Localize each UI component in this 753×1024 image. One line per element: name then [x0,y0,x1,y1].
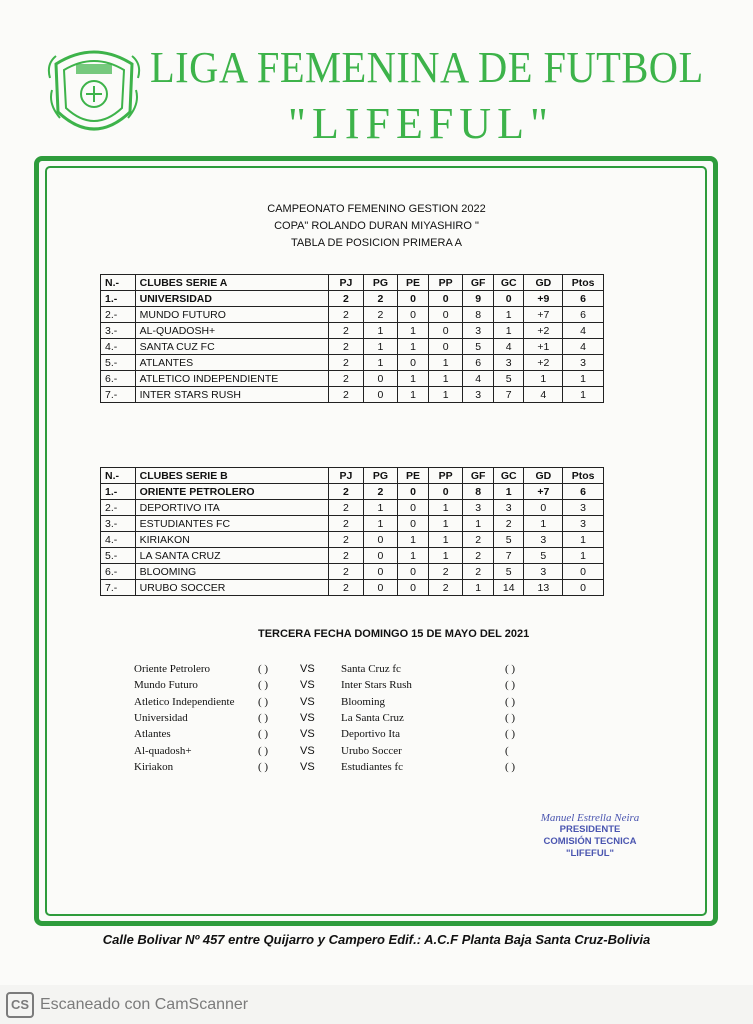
fixture-home-score: ( ) [258,760,269,773]
fixture-away-team: Estudiantes fc [341,760,404,773]
fixture-away-score: ( ) [505,728,516,741]
table-cell: 2 [493,516,524,532]
table-cell: 0 [563,564,604,580]
table-cell: UNIVERSIDAD [135,291,328,307]
footer-address: Calle Bolivar Nº 457 entre Quijarro y Campero Edif.: A.C.F Planta Baja Santa Cruz-Bolivia [102,932,651,947]
column-header: Ptos [563,468,604,484]
table-cell: 2 [329,307,364,323]
column-header: PG [363,275,398,291]
table-cell: 4.- [101,339,136,355]
fixture-home-score: ( ) [258,663,269,675]
column-header: PE [398,468,429,484]
league-acronym: "LIFEFUL" [288,99,554,148]
stamp-org: "LIFEFUL" [565,848,615,859]
table-cell: INTER STARS RUSH [135,387,328,403]
column-header: GC [493,468,524,484]
table-row [101,500,604,516]
table-cell: 5.- [101,548,136,564]
table-cell: 3 [563,516,604,532]
table-cell: 4 [493,339,524,355]
fixture-vs: VS [300,711,315,724]
table-cell: 2 [329,387,364,403]
stamp-signature-name: Manuel Estrella Neira [540,812,640,824]
fixture-home-score: ( ) [258,711,269,724]
table-row [101,355,604,371]
table-row [101,371,604,387]
table-cell: 0 [428,291,463,307]
column-header: N.- [101,275,136,291]
fixture-vs: VS [300,695,315,708]
standings-table-serie-b [100,467,604,596]
table-cell: BLOOMING [135,564,328,580]
table-cell: 1 [463,580,494,596]
table-cell: 1 [398,371,429,387]
fixture-home-team: Mundo Futuro [134,679,198,692]
table-cell: 1 [398,387,429,403]
table-cell: +2 [524,355,563,371]
fixture-home-score: ( ) [258,695,269,708]
table-cell: 8 [463,307,494,323]
table-header-row [101,468,604,484]
column-header: CLUBES SERIE B [135,468,328,484]
table-cell: LA SANTA CRUZ [135,548,328,564]
table-cell: 2 [329,548,364,564]
table-cell: 4 [563,339,604,355]
fixture-vs: VS [300,760,315,773]
table-cell: 3 [563,500,604,516]
table-cell: 3 [563,355,604,371]
column-header: PP [428,275,463,291]
table-cell: 0 [398,516,429,532]
table-cell: MUNDO FUTURO [135,307,328,323]
table-cell: 1 [493,484,524,500]
fixture-home-team: Atletico Independiente [134,695,235,708]
table-cell: 6 [563,291,604,307]
column-header: CLUBES SERIE A [135,275,328,291]
column-header: PE [398,275,429,291]
championship-line: CAMPEONATO FEMENINO GESTION 2022 [267,203,486,215]
stamp-role: PRESIDENTE [559,824,621,835]
table-cell: URUBO SOCCER [135,580,328,596]
table-cell: 1 [428,500,463,516]
table-cell: 2 [428,564,463,580]
fixture-away-score: ( ) [505,679,516,692]
column-header: PJ [329,468,364,484]
column-header: PJ [329,275,364,291]
table-cell: 7 [493,548,524,564]
column-header: GD [524,275,563,291]
table-cell: 6 [563,484,604,500]
table-row [101,516,604,532]
fixture-vs: VS [300,663,315,675]
table-cell: +2 [524,323,563,339]
table-cell: 1 [563,532,604,548]
table-cell: 2 [329,355,364,371]
table-cell: 3.- [101,516,136,532]
table-row [101,532,604,548]
table-cell: 0 [398,355,429,371]
table-cell: ATLANTES [135,355,328,371]
table-cell: +1 [524,339,563,355]
table-cell: 6 [463,355,494,371]
fixture-away-team: Inter Stars Rush [341,679,412,692]
table-cell: 1 [398,532,429,548]
table-cell: 0 [428,323,463,339]
table-row [101,548,604,564]
table-cell: 1.- [101,484,136,500]
table-cell: 0 [363,548,398,564]
table-cell: KIRIAKON [135,532,328,548]
table-cell: 0 [398,291,429,307]
table-cell: 0 [493,291,524,307]
table-cell: 5.- [101,355,136,371]
table-cell: 1 [563,387,604,403]
fixture-home-team: Kiriakon [134,760,174,773]
fixture-home-score: ( ) [258,744,269,757]
table-cell: 2 [363,484,398,500]
table-row [101,323,604,339]
president-stamp [520,812,660,860]
stamp-office: COMISIÓN TECNICA [543,836,637,847]
table-cell: 2 [463,532,494,548]
table-cell: 2 [329,580,364,596]
table-cell: 3 [524,564,563,580]
table-cell: 7 [493,387,524,403]
table-cell: ESTUDIANTES FC [135,516,328,532]
table-cell: 3 [524,532,563,548]
table-header-row [101,275,604,291]
table-cell: 1 [493,307,524,323]
table-cell: 2 [329,564,364,580]
table-cell: 1 [524,516,563,532]
table-cell: 2 [329,500,364,516]
table-cell: 1 [524,371,563,387]
table-cell: 0 [398,564,429,580]
table-row [101,580,604,596]
table-cell: 5 [463,339,494,355]
table-cell: 2 [329,339,364,355]
table-cell: 1 [363,355,398,371]
table-cell: 3 [463,387,494,403]
column-header: Ptos [563,275,604,291]
table-cell: 2 [428,580,463,596]
table-cell: 2.- [101,307,136,323]
table-cell: 1 [493,323,524,339]
table-cell: 2 [329,532,364,548]
column-header: GF [463,275,494,291]
table-cell: 2 [463,564,494,580]
table-cell: 4.- [101,532,136,548]
table-cell: 0 [398,307,429,323]
fixture-home-score: ( ) [258,679,269,692]
table-cell: AL-QUADOSH+ [135,323,328,339]
fixture-home-team: Oriente Petrolero [134,663,211,675]
table-cell: +9 [524,291,563,307]
table-cell: 1 [363,500,398,516]
column-header: GF [463,468,494,484]
column-header: PP [428,468,463,484]
table-cell: 1 [463,516,494,532]
table-cell: 14 [493,580,524,596]
table-cell: 0 [363,532,398,548]
fixture-away-score: ( ) [505,695,516,708]
table-cell: 0 [428,307,463,323]
table-cell: 1 [428,516,463,532]
table-cell: +7 [524,484,563,500]
cup-line: COPA" ROLANDO DURAN MIYASHIRO " [274,220,479,232]
table-cell: 2 [329,323,364,339]
table-cell: 0 [398,500,429,516]
column-header: GC [493,275,524,291]
table-cell: SANTA CUZ FC [135,339,328,355]
column-header: PG [363,468,398,484]
table-cell: 1 [428,371,463,387]
table-row [101,387,604,403]
table-cell: 5 [524,548,563,564]
table-cell: 3 [463,323,494,339]
table-cell: 5 [493,371,524,387]
table-cell: 7.- [101,387,136,403]
fixture-home-team: Al-quadosh+ [134,744,192,757]
table-cell: DEPORTIVO ITA [135,500,328,516]
table-cell: 0 [363,371,398,387]
table-cell: 6 [563,307,604,323]
fixture-away-team: Urubo Soccer [341,744,402,757]
table-cell: 3 [493,500,524,516]
table-cell: 1 [398,548,429,564]
table-cell: 0 [363,580,398,596]
table-title-line: TABLA DE POSICION PRIMERA A [291,237,462,249]
table-cell: 2 [329,484,364,500]
table-cell: 0 [524,500,563,516]
table-row [101,307,604,323]
fixture-home-score: ( ) [258,728,269,741]
table-cell: 1 [398,339,429,355]
fixture-away-score: ( [505,744,509,757]
fixture-vs: VS [300,744,315,757]
fixture-away-team: Santa Cruz fc [341,663,401,675]
table-cell: 13 [524,580,563,596]
table-cell: 0 [563,580,604,596]
table-cell: 3.- [101,323,136,339]
table-cell: 2 [329,291,364,307]
table-cell: 0 [363,387,398,403]
table-cell: 0 [428,339,463,355]
table-cell: 1 [363,516,398,532]
table-cell: 2 [463,548,494,564]
table-cell: 6.- [101,371,136,387]
table-cell: 1 [363,323,398,339]
table-cell: 0 [398,484,429,500]
table-cell: 1 [428,355,463,371]
fixture-home-team: Atlantes [134,728,171,741]
table-cell: 1 [428,548,463,564]
camscanner-watermark [6,992,248,1018]
fixture-title: TERCERA FECHA DOMINGO 15 DE MAYO DEL 2021 [258,628,530,640]
table-cell: 1.- [101,291,136,307]
table-cell: 5 [493,532,524,548]
table-cell: 4 [463,371,494,387]
fixture-away-team: Blooming [341,695,386,708]
table-cell: 1 [428,387,463,403]
table-cell: 6.- [101,564,136,580]
table-cell: 2 [329,371,364,387]
table-cell: 2 [363,291,398,307]
column-header: GD [524,468,563,484]
table-cell: 2.- [101,500,136,516]
fixture-away-team: Deportivo Ita [341,728,400,741]
table-cell: 2 [363,307,398,323]
table-cell: +7 [524,307,563,323]
table-cell: 0 [363,564,398,580]
table-cell: 5 [493,564,524,580]
league-logo [46,34,142,150]
table-cell: 3 [463,500,494,516]
table-cell: 1 [363,339,398,355]
camscanner-text: Escaneado con CamScanner [40,996,249,1014]
table-cell: 8 [463,484,494,500]
fixture-vs: VS [300,728,315,741]
table-cell: 4 [563,323,604,339]
fixture-away-team: La Santa Cruz [341,711,404,724]
table-cell: 1 [398,323,429,339]
table-cell: 0 [428,484,463,500]
fixture-away-score: ( ) [505,663,516,675]
table-cell: 2 [329,516,364,532]
fixture-away-score: ( ) [505,760,516,773]
fixture-vs: VS [300,679,315,692]
column-header: N.- [101,468,136,484]
table-cell: 1 [428,532,463,548]
table-row [101,339,604,355]
table-cell: 9 [463,291,494,307]
league-title: LIGA FEMENINA DE FUTBOL [150,43,704,92]
table-row [101,564,604,580]
table-cell: 7.- [101,580,136,596]
table-cell: 1 [563,371,604,387]
table-cell: 0 [398,580,429,596]
table-cell: 4 [524,387,563,403]
table-cell: 1 [563,548,604,564]
camscanner-badge-icon: CS [6,992,34,1018]
table-cell: ORIENTE PETROLERO [135,484,328,500]
table-cell: ATLETICO INDEPENDIENTE [135,371,328,387]
table-row [101,484,604,500]
fixture-away-score: ( ) [505,711,516,724]
fixture-home-team: Universidad [134,711,188,724]
standings-table-serie-a [100,274,604,403]
table-row [101,291,604,307]
table-cell: 3 [493,355,524,371]
